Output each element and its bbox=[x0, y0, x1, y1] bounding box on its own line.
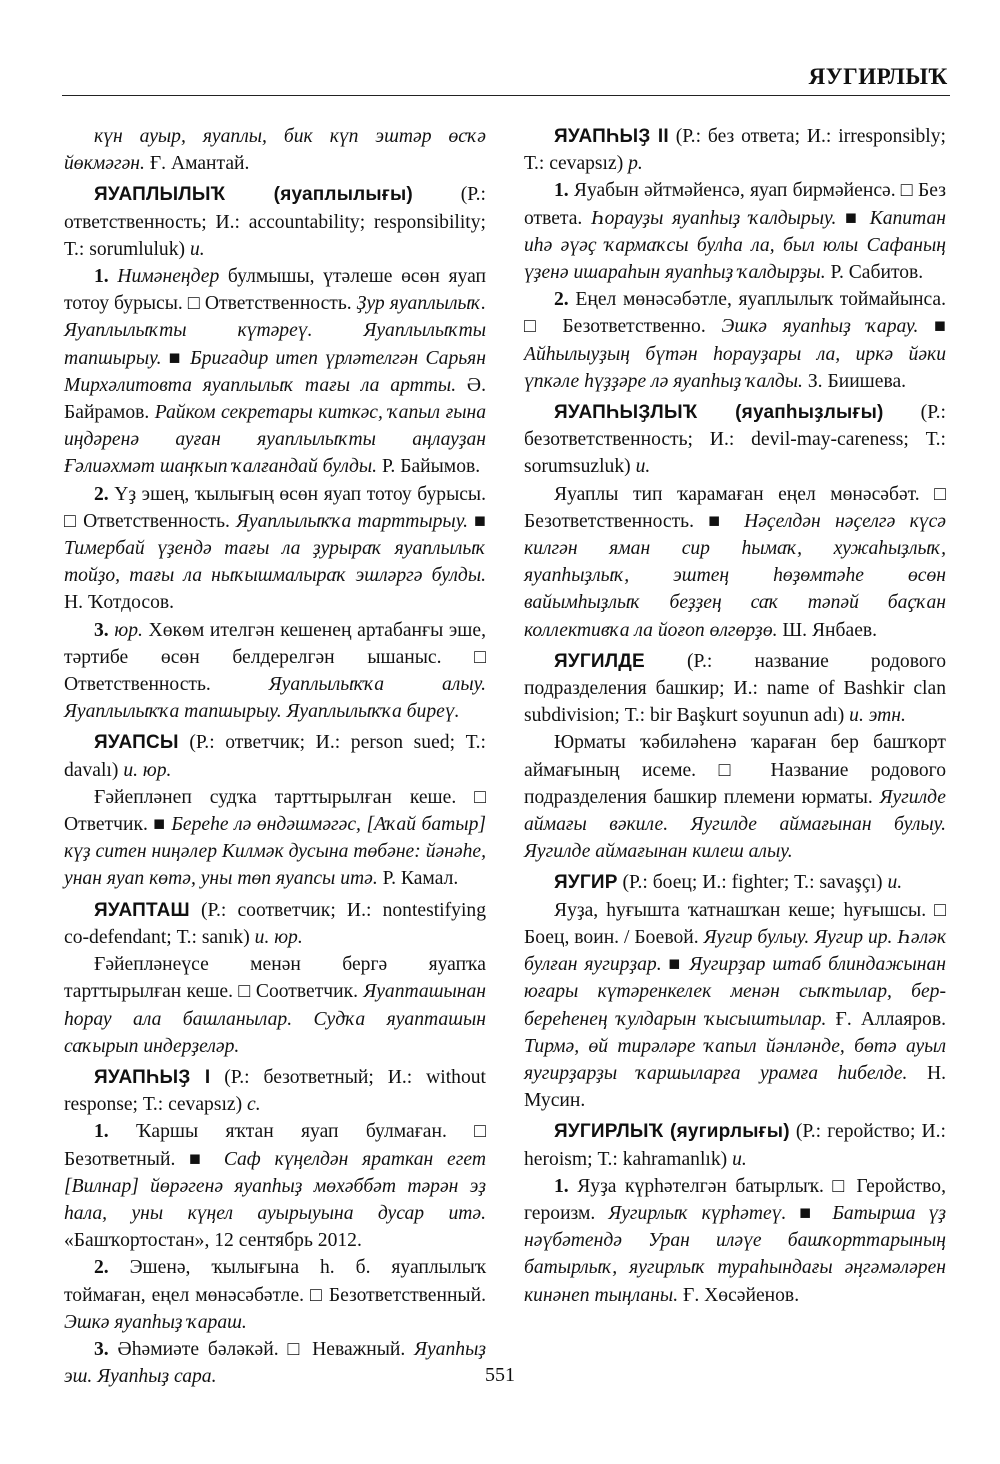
entry-headline: ЯУГИЛДЕ (Р.: название родового подразделения башкир; И.: name of Bashkir clan subdivision; Т.: bir Başkurt soyunun adı) и. этн. bbox=[524, 650, 946, 727]
entry-headline: ЯУАПСЫ (Р.: ответчик; И.: person sued; Т.: davalı) и. юр. bbox=[64, 732, 486, 781]
page-number: 551 bbox=[485, 1364, 515, 1386]
entry-sense: Ғәйепләнеп судҡа тарттырылған кеше. □ Ответчик. ■ Береһе лә өндәшмәгәс, [Аҡай батыр] күҙ ситен ниңәлер Килмәк дусына төбәне: йәнәһе, унан яуап көтә, уны төп яуапсы итә. Р. Камал. bbox=[64, 786, 486, 890]
entry-headline: ЯУГИРЛЫҠ (яугирлығы) (Р.: геройство; И.: heroism; Т.: kahramanlık) и. bbox=[524, 1121, 946, 1170]
entry-headline: ЯУАПТАШ (Р.: соответчик; И.: nontestifying co-defendant; Т.: sanık) и. юр. bbox=[64, 899, 486, 948]
entry-sense: Ғәйепләнеүсе менән бергә яуапҡа тарттырылған кеше. □ Соответчик. Яуапташынан һорау ала башланылар. Судҡа яуапташын саҡырып индерҙеләр. bbox=[64, 954, 486, 1057]
dictionary-entry bbox=[64, 181, 486, 725]
entry-headline: ЯУАПҺЫҘ II (Р.: без ответа; И.: irresponsibly; Т.: cevapsız) р. bbox=[524, 126, 946, 175]
entry-sense: 3. Әһәмиәте бәләкәй. □ Неважный. Яуапһыҙ эш. Яуапһыҙ сара. bbox=[64, 1338, 486, 1388]
entry-sense: 1. Яуҙа күрһәтелгән батырлыҡ. □ Геройство, героизм. Яугирлыҡ күрһәтеү. ■ Батырша үҙ нәүбәтендә Уран иләүе башҡорттарының батырлыҡ, яугирлыҡ тураһындағы әңгәмәләрен кинәнеп тыңланы. Ғ. Хөсәйенов. bbox=[524, 1175, 946, 1306]
entry-sense: 2. Үҙ эшең, ҡылығың өсөн яуап тотоу бурысы. □ Ответственность. Яуаплылыҡҡа тарттырыу. ■ Тимербай үҙендә тағы ла ҙурыраҡ яуаплылыҡ тойҙо, тағы ла ныҡышмалыраҡ эшләргә булды. Н. Ҡотдосов. bbox=[64, 483, 486, 614]
entry-headline: ЯУАПЛЫЛЫҠ (яуаплылығы) (Р.: ответственность; И.: accountability; responsibility; Т.: sorumluluk) и. bbox=[64, 184, 487, 260]
entry-sense: Яуҙа, һуғышта ҡатнашҡан кеше; һуғышсы. □ Боец, воин. / Боевой. Яугир булыу. Яугир ир. Һәләк булған яугирҙар. ■ Яугирҙар штаб блиндажынан юғары күтәренкелек менән сыҡтылар, бер-береһенең ҡулдарын ҡысыштылар. Ғ. Аллаяров. Тирмә, өй тирәләре ҡапыл йәнләнде, бөтә ауыл яугирҙарҙы ҡаршыларға урамға һибелде. Н. Мусин. bbox=[524, 899, 946, 1112]
entry-sense: 2. Еңел мөнәсәбәтле, яуаплылыҡ тоймайынса. □ Безответственно. Эшкә яуапһыҙ ҡарау. ■ Айһылыуҙың бүтән һорауҙары ла, иркә йәки үпкәле һүҙҙәре лә яуапһыҙ ҡалды. З. Биишева. bbox=[524, 289, 947, 392]
entry-sense: 3. юр. Хөкөм ителгән кешенең артабанғы эше, тәртибе өсөн белдерелгән ышаныс. □ Ответственность. Яуаплылыҡҡа алыу. Яуаплылыҡҡа тапшырыу. Яуаплылыҡҡа биреү. bbox=[64, 619, 486, 723]
entry-sense: 2. Эшенә, ҡылығына һ. б. яуаплылыҡ тоймаған, еңел мөнәсәбәтле. □ Безответственный. Эшкә яуапһыҙ ҡараш. bbox=[64, 1257, 486, 1333]
dictionary-entry bbox=[524, 1118, 946, 1308]
dictionary-entry bbox=[64, 123, 486, 177]
entry-headline: ЯУГИР (Р.: боец; И.: fighter; Т.: savaşçı) и. bbox=[554, 872, 903, 894]
entry-sense: 1. Ҡаршы яҡтан яуап булмаған. □ Безответный. ■ Саф күңелдән яраткан егет [Вилнар] йөрәгенә яуапһыҙ мөхәббәт тәрән эҙ һала, уны күңел ауырыуына дусар итә. «Башҡортостан», 12 сентябрь 2012. bbox=[64, 1121, 486, 1252]
dictionary-entry bbox=[524, 648, 946, 866]
entry-headline: ЯУАПҺЫҘ I (Р.: безответный; И.: without response; Т.: cevapsız) с. bbox=[64, 1066, 486, 1116]
dictionary-entry bbox=[524, 399, 946, 644]
dictionary-entry bbox=[64, 729, 486, 892]
header-rule bbox=[62, 95, 950, 96]
right-column bbox=[524, 123, 946, 1313]
dictionary-entry bbox=[524, 869, 946, 1114]
dictionary-entry bbox=[64, 1064, 486, 1390]
running-header: ЯУГИРЛЫҠ bbox=[808, 64, 948, 89]
entry-sense: 1. Нимәнеңдер булмышы, үтәлеше өсөн яуап тотоу бурысы. □ Ответственность. Ҙур яуаплылыҡ. Яуаплылыҡты күтәреү. Яуаплылыҡты тапшырыу. ■ Бригадир итеп үрләтелгән Сарьян Мирхәлитовта яуаплылыҡ тағы ла артты. Ә. Байрамов. Райком секретары киткәс, ҡапыл ғына иңдәренә ауған яуаплылыҡты аңлауҙан Ғәлиәхмәт шаңҡып ҡалғандай булды. Р. Байымов. bbox=[64, 266, 487, 478]
entry-headline: күн ауыр, яуаплы, бик күп эштәр өсҡә йөкмәгән. Ғ. Амантай. bbox=[64, 126, 486, 175]
entry-sense: Яуаплы тип ҡарамаған еңел мөнәсәбәт. □ Безответственность. ■ Нәҫелдән нәҫелгә күсә килгән яман сир һымаҡ, хужаһыҙлыҡ, яуапһыҙлыҡ, эштең һөҙөмтәһе өсөн вайымһыҙлыҡ беҙҙең саҡ тәпәй баҫҡан коллективҡа ла йоғоп өлгөрҙө. Ш. Янбаев. bbox=[524, 483, 947, 641]
entry-sense: 1. Яуабын әйтмәйенсә, яуап бирмәйенсә. □ Без ответа. Һорауҙы яуапһыҙ ҡалдырыу. ■ Капитан иһә әүәҫ ҡармаҡсы булһа ла, был юлы Сафаның үҙенә ишараһын яуапһыҙ ҡалдырҙы. Р. Сабитов. bbox=[524, 180, 947, 284]
entry-sense: Юрматы ҡәбиләһенә ҡараған бер башҡорт аймағының исеме. □ Название родового подразделения башкир племени юрматы. Яугилде аймағы вәкиле. Яугилде аймағынан булыу. Яугилде аймағынан килеш алыу. bbox=[524, 732, 946, 863]
entry-headline: ЯУАПҺЫҘЛЫҠ (яуапһыҙлығы) (Р.: безответственность; И.: devil-may-careness; Т.: sorumsuzluk) и. bbox=[524, 402, 946, 478]
dictionary-entry bbox=[64, 897, 486, 1060]
left-column bbox=[64, 123, 486, 1394]
dictionary-entry bbox=[524, 123, 946, 395]
